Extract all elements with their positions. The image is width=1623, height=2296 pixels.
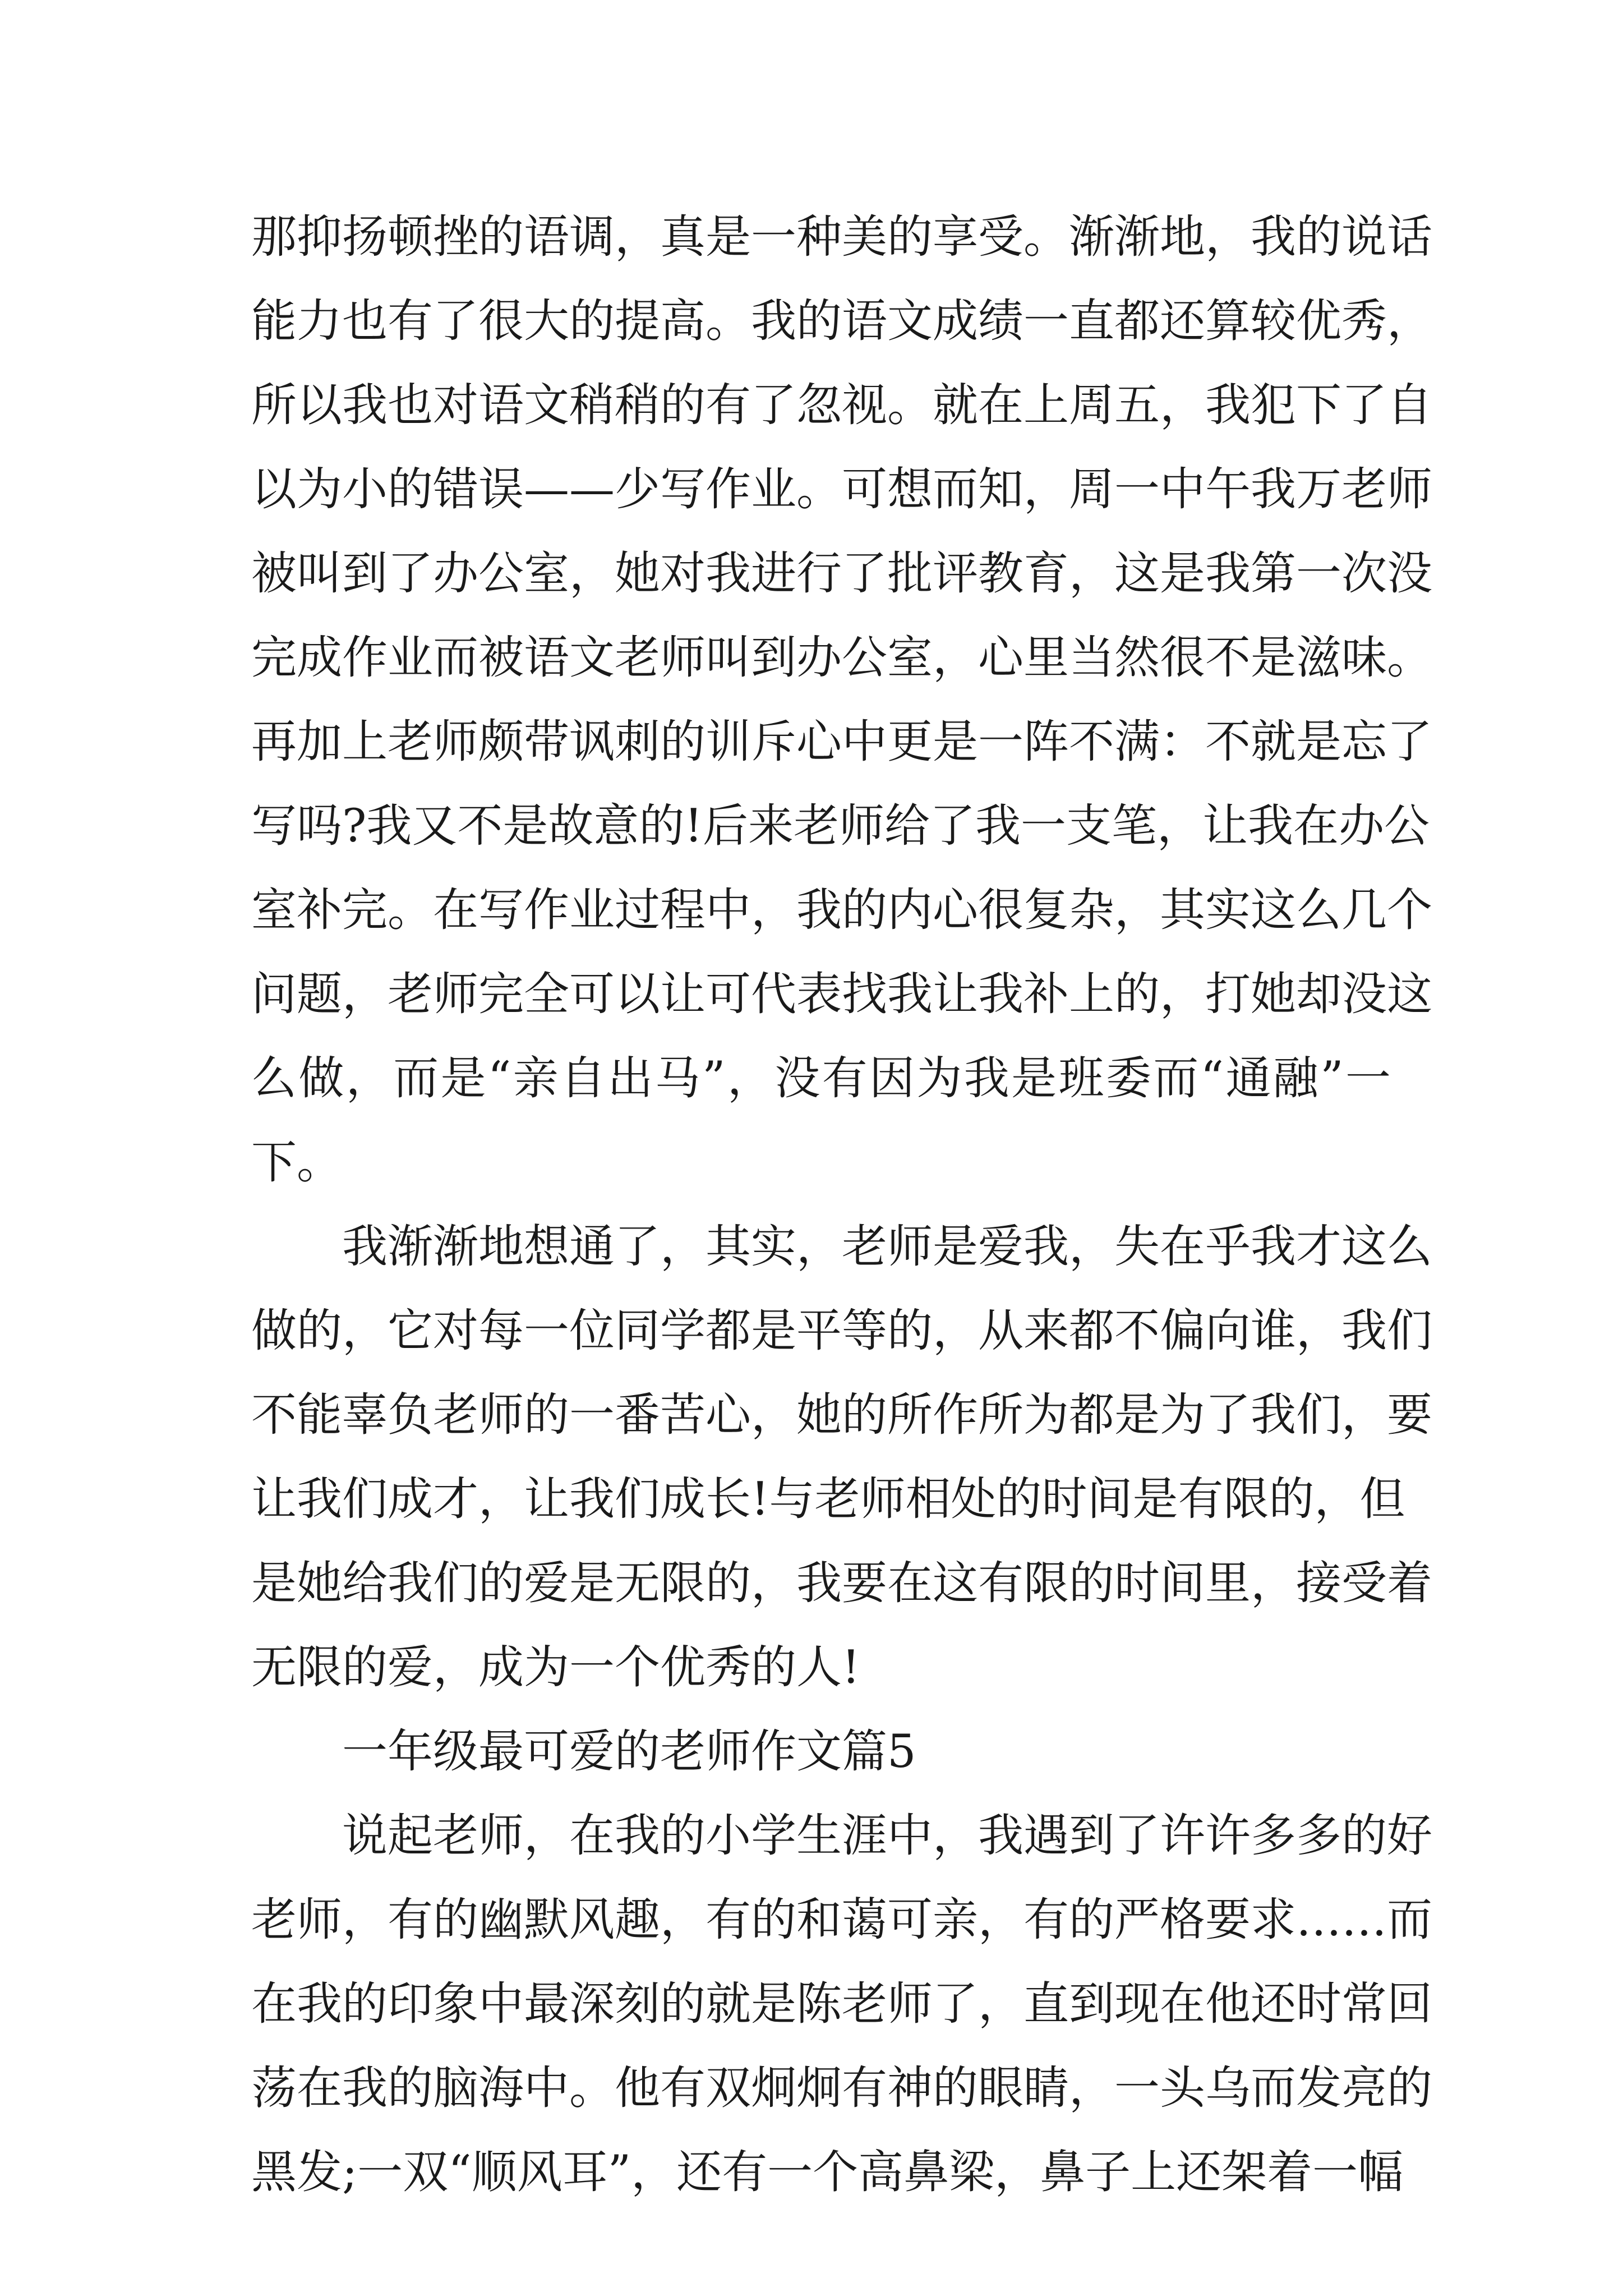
text-line: 以为小的错误——少写作业。可想而知，周一中午我万老师: [251, 463, 1433, 516]
text-line: 黑发;一双“顺风耳”，还有一个高鼻梁，鼻子上还架着一幅: [251, 2146, 1404, 2199]
text-line: 是她给我们的爱是无限的，我要在这有限的时间里，接受着: [251, 1557, 1433, 1610]
text-line: 么做，而是“亲自出马”，没有因为我是班委而“通融”一: [251, 1052, 1391, 1105]
text-line: 室补完。在写作业过程中，我的内心很复杂，其实这么几个: [251, 884, 1433, 937]
text-line: 再加上老师颇带讽刺的训斥心中更是一阵不满：不就是忘了: [251, 716, 1433, 769]
text-line: 写吗?我又不是故意的!后来老师给了我一支笔，让我在办公: [251, 800, 1430, 853]
paragraph-first-line: 说起老师，在我的小学生涯中，我遇到了许许多多的好: [342, 1810, 1433, 1862]
text-line: 在我的印象中最深刻的就是陈老师了，直到现在他还时常回: [251, 1978, 1433, 2031]
text-line: 问题，老师完全可以让可代表找我让我补上的，打她却没这: [251, 968, 1433, 1021]
text-line: 让我们成才，让我们成长!与老师相处的时间是有限的，但: [251, 1473, 1405, 1526]
section-heading: 一年级最可爱的老师作文篇5: [342, 1726, 916, 1778]
text-line: 所以我也对语文稍稍的有了忽视。就在上周五，我犯下了自: [251, 379, 1433, 432]
text-line: 能力也有了很大的提高。我的语文成绩一直都还算较优秀，: [251, 295, 1433, 348]
text-line: 做的，它对每一位同学都是平等的，从来都不偏向谁，我们: [251, 1305, 1433, 1358]
text-line: 老师，有的幽默风趣，有的和蔼可亲，有的严格要求……而: [251, 1894, 1433, 1947]
document-body: [251, 211, 1433, 2230]
text-line: 完成作业而被语文老师叫到办公室，心里当然很不是滋味。: [251, 632, 1433, 684]
text-line: 荡在我的脑海中。他有双炯炯有神的眼睛，一头乌而发亮的: [251, 2062, 1433, 2115]
text-line: 下。: [251, 1137, 343, 1189]
text-line: 被叫到了办公室，她对我进行了批评教育，这是我第一次没: [251, 547, 1433, 600]
text-line: 无限的爱，成为一个优秀的人!: [251, 1641, 860, 1694]
paragraph-first-line: 我渐渐地想通了，其实，老师是爱我，失在乎我才这么: [342, 1221, 1433, 1273]
text-line: 不能辜负老师的一番苦心，她的所作所为都是为了我们，要: [251, 1389, 1433, 1442]
text-line: 那抑扬顿挫的语调，真是一种美的享受。渐渐地，我的说话: [251, 211, 1433, 264]
